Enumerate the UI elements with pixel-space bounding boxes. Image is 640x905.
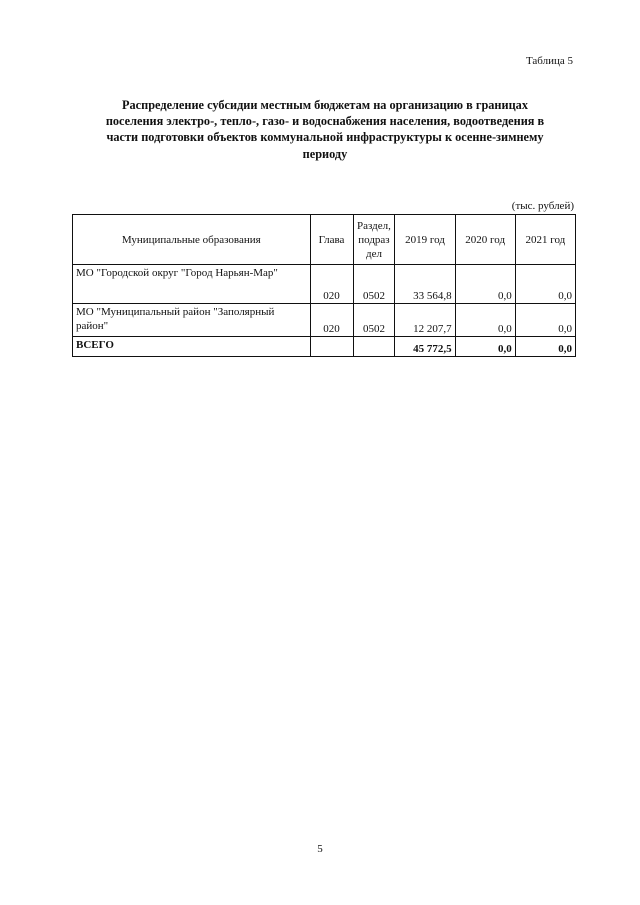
page-number: 5: [317, 843, 323, 855]
header-2021: 2021 год: [515, 215, 575, 265]
subsidy-table: [72, 214, 576, 357]
table-number-label: Таблица 5: [525, 55, 573, 67]
table-row: [73, 265, 576, 304]
cell-section: 0502: [353, 304, 395, 337]
header-2020: 2020 год: [455, 215, 515, 265]
title-line: периоду: [302, 146, 348, 161]
cell-section: [353, 337, 395, 357]
cell-total-2021: 0,0: [515, 337, 575, 357]
title-line: части подготовки объектов коммунальной инфраструктуры к осенне-зимнему: [106, 130, 544, 145]
units-label: (тыс. рублей): [511, 200, 574, 212]
table-header-row: [73, 215, 576, 265]
header-section: Раздел, подраз дел: [353, 215, 395, 265]
table-row: [73, 304, 576, 337]
cell-2021: 0,0: [515, 304, 575, 337]
cell-2021: 0,0: [515, 265, 575, 304]
cell-chapter: 020: [310, 265, 353, 304]
cell-2020: 0,0: [455, 304, 515, 337]
cell-2019: 12 207,7: [395, 304, 455, 337]
title-line: поселения электро-, тепло-, газо- и водоснабжения населения, водоотведения в: [105, 114, 545, 129]
cell-municipality: МО "Городской округ "Город Нарьян-Мар": [73, 265, 311, 304]
cell-2020: 0,0: [455, 265, 515, 304]
cell-municipality: МО "Муниципальный район "Заполярный район": [73, 304, 311, 337]
cell-2019: 33 564,8: [395, 265, 455, 304]
header-2019: 2019 год: [395, 215, 455, 265]
document-title: [80, 97, 570, 162]
cell-total-2019: 45 772,5: [395, 337, 455, 357]
total-row: [73, 337, 576, 357]
header-municipality: Муниципальные образования: [73, 215, 311, 265]
cell-chapter: 020: [310, 304, 353, 337]
title-line: Распределение субсидии местным бюджетам на организацию в границах: [122, 98, 528, 112]
cell-total-2020: 0,0: [455, 337, 515, 357]
header-chapter: Глава: [310, 215, 353, 265]
cell-section: 0502: [353, 265, 395, 304]
cell-total-label: ВСЕГО: [73, 337, 311, 357]
cell-chapter: [310, 337, 353, 357]
